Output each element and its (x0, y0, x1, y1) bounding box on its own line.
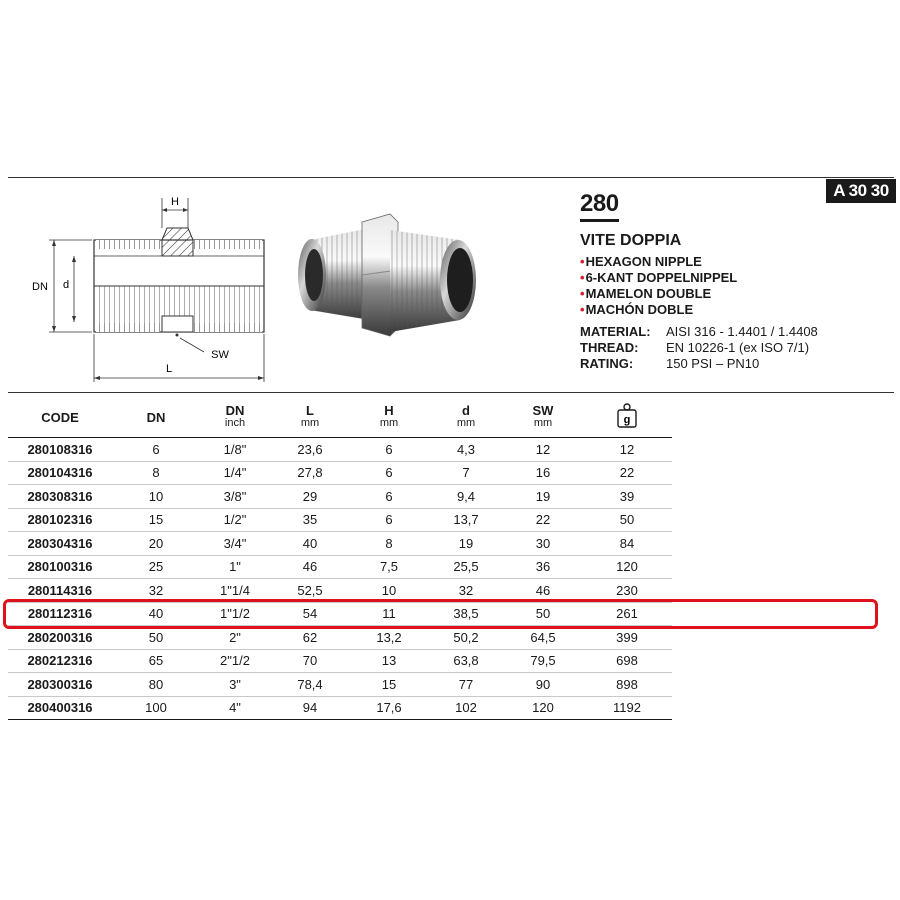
table-cell: 35 (270, 508, 350, 532)
translation-item: •HEXAGON NIPPLE (580, 254, 702, 269)
header-d: d mm (428, 397, 504, 438)
table-cell: 2" (200, 626, 270, 650)
product-photo (290, 200, 480, 360)
table-cell: 80 (112, 673, 200, 697)
table-cell: 1/2" (200, 508, 270, 532)
table-cell: 13,7 (428, 508, 504, 532)
table-cell: 40 (112, 602, 200, 626)
table-cell: 8 (350, 532, 428, 556)
table-cell: 7,5 (350, 555, 428, 579)
bullet-icon: • (580, 302, 585, 317)
table-cell: 17,6 (350, 696, 428, 720)
table-cell: 1/4" (200, 461, 270, 485)
table-cell: 6 (350, 461, 428, 485)
technical-drawing (24, 190, 274, 390)
table-cell: 70 (270, 649, 350, 673)
table-cell: 50 (112, 626, 200, 650)
table-cell: 38,5 (428, 602, 504, 626)
table-row (8, 485, 672, 509)
table-cell: 79,5 (504, 649, 582, 673)
table-cell: 62 (270, 626, 350, 650)
dim-label-l: L (165, 363, 173, 375)
table-row (8, 626, 672, 650)
dimensions-table (8, 397, 672, 720)
cell-code: 280300316 (8, 673, 112, 697)
table-cell: 25,5 (428, 555, 504, 579)
table-cell: 898 (582, 673, 672, 697)
table-cell: 13 (350, 649, 428, 673)
table-cell: 261 (582, 602, 672, 626)
table-cell: 1"1/2 (200, 602, 270, 626)
spec-rating: RATING: 150 PSI – PN10 (580, 356, 760, 371)
table-cell: 46 (270, 555, 350, 579)
table-cell: 399 (582, 626, 672, 650)
table-cell: 3/4" (200, 532, 270, 556)
table-row (8, 649, 672, 673)
product-name: VITE DOPPIA (580, 232, 682, 249)
table-cell: 230 (582, 579, 672, 603)
table-cell: 78,4 (270, 673, 350, 697)
table-cell: 6 (350, 438, 428, 462)
translation-item: •MACHÓN DOBLE (580, 302, 694, 317)
dim-label-d: d (62, 279, 70, 291)
table-cell: 22 (582, 461, 672, 485)
cell-code: 280200316 (8, 626, 112, 650)
dim-label-sw: SW (211, 349, 229, 361)
table-row (8, 673, 672, 697)
table-cell: 54 (270, 602, 350, 626)
table-cell: 6 (350, 508, 428, 532)
specs-list (580, 324, 820, 372)
dim-label-h: H (171, 196, 179, 208)
cell-code: 280304316 (8, 532, 112, 556)
table-header-row (8, 397, 672, 438)
header-h: H mm (350, 397, 428, 438)
bullet-icon: • (580, 270, 585, 285)
table-cell: 9,4 (428, 485, 504, 509)
product-info (580, 190, 820, 372)
bullet-icon: • (580, 286, 585, 301)
table-cell: 1/8" (200, 438, 270, 462)
table-cell: 52,5 (270, 579, 350, 603)
table-cell: 64,5 (504, 626, 582, 650)
translation-item: •6-KANT DOPPELNIPPEL (580, 270, 738, 285)
table-cell: 65 (112, 649, 200, 673)
table-cell: 3/8" (200, 485, 270, 509)
dim-label-dn: DN (32, 281, 48, 293)
header-dn-inch: DN inch (200, 397, 270, 438)
table-cell: 2"1/2 (200, 649, 270, 673)
table-cell: 36 (504, 555, 582, 579)
table-row (8, 508, 672, 532)
table-cell: 100 (112, 696, 200, 720)
table-cell: 94 (270, 696, 350, 720)
table-cell: 15 (112, 508, 200, 532)
table-cell: 102 (428, 696, 504, 720)
cell-code: 280104316 (8, 461, 112, 485)
table-cell: 84 (582, 532, 672, 556)
weight-icon (616, 403, 638, 429)
table-cell: 120 (582, 555, 672, 579)
spec-thread: THREAD: EN 10226-1 (ex ISO 7/1) (580, 340, 810, 355)
cell-code: 280114316 (8, 579, 112, 603)
table-cell: 50,2 (428, 626, 504, 650)
table-cell: 11 (350, 602, 428, 626)
table-cell: 10 (350, 579, 428, 603)
table-cell: 13,2 (350, 626, 428, 650)
table-cell: 50 (504, 602, 582, 626)
cell-code: 280100316 (8, 555, 112, 579)
translations-list (580, 254, 820, 318)
table-cell: 19 (428, 532, 504, 556)
model-number: 280 (580, 190, 619, 222)
table-row (8, 438, 672, 462)
table-cell: 7 (428, 461, 504, 485)
table-cell: 40 (270, 532, 350, 556)
table-cell: 29 (270, 485, 350, 509)
cell-code: 280212316 (8, 649, 112, 673)
table-cell: 50 (582, 508, 672, 532)
table-cell: 20 (112, 532, 200, 556)
table-cell: 63,8 (428, 649, 504, 673)
table-cell: 10 (112, 485, 200, 509)
table-cell: 6 (112, 438, 200, 462)
header-weight (582, 397, 672, 438)
table-cell: 90 (504, 673, 582, 697)
table-cell: 12 (504, 438, 582, 462)
table-cell: 16 (504, 461, 582, 485)
svg-text:g: g (623, 414, 631, 426)
translation-item: •MAMELON DOUBLE (580, 286, 712, 301)
table-cell: 32 (112, 579, 200, 603)
table-cell: 6 (350, 485, 428, 509)
header-dn: DN (112, 397, 200, 438)
table-cell: 19 (504, 485, 582, 509)
table-cell: 46 (504, 579, 582, 603)
table-cell: 120 (504, 696, 582, 720)
cell-code: 280112316 (8, 602, 112, 626)
cell-code: 280308316 (8, 485, 112, 509)
table-cell: 3" (200, 673, 270, 697)
table-row (8, 602, 672, 626)
table-cell: 1192 (582, 696, 672, 720)
header-sw: SW mm (504, 397, 582, 438)
table-cell: 77 (428, 673, 504, 697)
table-row (8, 461, 672, 485)
section-divider (8, 392, 894, 393)
top-divider (8, 177, 894, 178)
cell-code: 280102316 (8, 508, 112, 532)
table-cell: 1" (200, 555, 270, 579)
table-cell: 30 (504, 532, 582, 556)
table-cell: 698 (582, 649, 672, 673)
cell-code: 280400316 (8, 696, 112, 720)
table-cell: 1"1/4 (200, 579, 270, 603)
table-cell: 4,3 (428, 438, 504, 462)
table-row (8, 532, 672, 556)
table-row (8, 555, 672, 579)
table-cell: 22 (504, 508, 582, 532)
table-cell: 25 (112, 555, 200, 579)
header-l: L mm (270, 397, 350, 438)
table-cell: 12 (582, 438, 672, 462)
table-cell: 8 (112, 461, 200, 485)
table-cell: 39 (582, 485, 672, 509)
table-cell: 23,6 (270, 438, 350, 462)
table-cell: 32 (428, 579, 504, 603)
table-cell: 4" (200, 696, 270, 720)
table-row (8, 579, 672, 603)
header-code: CODE (8, 397, 112, 438)
table-cell: 27,8 (270, 461, 350, 485)
bullet-icon: • (580, 254, 585, 269)
spec-material: MATERIAL: AISI 316 - 1.4401 / 1.4408 (580, 324, 818, 339)
table-cell: 15 (350, 673, 428, 697)
cell-code: 280108316 (8, 438, 112, 462)
catalog-badge: A 30 30 (826, 179, 896, 203)
table-row (8, 696, 672, 720)
